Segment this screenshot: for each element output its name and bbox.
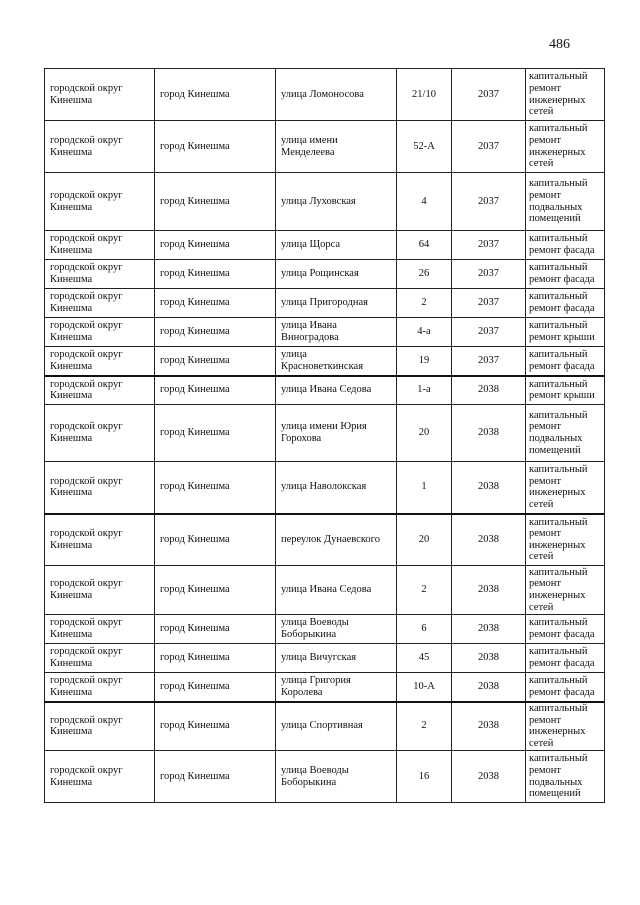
cell-okrug: городской округ Кинешма [45, 318, 155, 347]
cell-okrug: городской округ Кинешма [45, 405, 155, 462]
cell-work-type: капитальный ремонт инженерных сетей [526, 702, 605, 751]
cell-street: улица Ивана Виноградова [276, 318, 397, 347]
cell-okrug: городской округ Кинешма [45, 173, 155, 231]
table-row [45, 702, 605, 751]
cell-city: город Кинешма [155, 260, 276, 289]
cell-work-type: капитальный ремонт фасада [526, 615, 605, 644]
table-row [45, 514, 605, 566]
cell-city: город Кинешма [155, 376, 276, 405]
cell-work-type: капитальный ремонт фасада [526, 260, 605, 289]
cell-house-number: 4-а [397, 318, 452, 347]
cell-okrug: городской округ Кинешма [45, 514, 155, 566]
cell-okrug: городской округ Кинешма [45, 751, 155, 803]
table-row [45, 69, 605, 121]
cell-city: город Кинешма [155, 173, 276, 231]
cell-house-number: 1-а [397, 376, 452, 405]
cell-city: город Кинешма [155, 289, 276, 318]
table-body [45, 69, 605, 803]
table-row [45, 231, 605, 260]
cell-okrug: городской округ Кинешма [45, 231, 155, 260]
table-row [45, 462, 605, 514]
cell-year: 2038 [452, 644, 526, 673]
cell-year: 2037 [452, 318, 526, 347]
cell-year: 2037 [452, 289, 526, 318]
cell-street: улица Ивана Седова [276, 566, 397, 615]
table-row [45, 173, 605, 231]
table-row [45, 615, 605, 644]
cell-house-number: 10-А [397, 673, 452, 702]
cell-city: город Кинешма [155, 121, 276, 173]
table-row [45, 289, 605, 318]
cell-city: город Кинешма [155, 347, 276, 376]
table-row [45, 318, 605, 347]
cell-city: город Кинешма [155, 615, 276, 644]
cell-year: 2038 [452, 615, 526, 644]
page-number: 486 [549, 37, 570, 52]
cell-work-type: капитальный ремонт инженерных сетей [526, 121, 605, 173]
cell-city: город Кинешма [155, 462, 276, 514]
cell-year: 2037 [452, 121, 526, 173]
table-row [45, 405, 605, 462]
cell-okrug: городской округ Кинешма [45, 702, 155, 751]
table-row [45, 673, 605, 702]
table-row [45, 260, 605, 289]
cell-okrug: городской округ Кинешма [45, 289, 155, 318]
cell-house-number: 6 [397, 615, 452, 644]
cell-house-number: 19 [397, 347, 452, 376]
cell-okrug: городской округ Кинешма [45, 566, 155, 615]
cell-okrug: городской округ Кинешма [45, 376, 155, 405]
cell-year: 2037 [452, 173, 526, 231]
table-row [45, 376, 605, 405]
cell-work-type: капитальный ремонт фасада [526, 644, 605, 673]
cell-okrug: городской округ Кинешма [45, 260, 155, 289]
cell-street: улица имени Менделеева [276, 121, 397, 173]
cell-work-type: капитальный ремонт фасада [526, 673, 605, 702]
cell-okrug: городской округ Кинешма [45, 347, 155, 376]
cell-okrug: городской округ Кинешма [45, 615, 155, 644]
cell-house-number: 2 [397, 289, 452, 318]
cell-street: улица Воеводы Боборыкина [276, 615, 397, 644]
table-row [45, 566, 605, 615]
cell-street: улица Наволокская [276, 462, 397, 514]
cell-street: переулок Дунаевского [276, 514, 397, 566]
cell-street: улица Пригородная [276, 289, 397, 318]
cell-street: улица Спортивная [276, 702, 397, 751]
cell-house-number: 20 [397, 405, 452, 462]
cell-work-type: капитальный ремонт фасада [526, 289, 605, 318]
cell-year: 2037 [452, 231, 526, 260]
cell-okrug: городской округ Кинешма [45, 121, 155, 173]
cell-house-number: 52-А [397, 121, 452, 173]
cell-city: город Кинешма [155, 644, 276, 673]
cell-city: город Кинешма [155, 318, 276, 347]
cell-house-number: 1 [397, 462, 452, 514]
cell-street: улица Щорса [276, 231, 397, 260]
cell-year: 2038 [452, 673, 526, 702]
cell-work-type: капитальный ремонт инженерных сетей [526, 69, 605, 121]
cell-okrug: городской округ Кинешма [45, 462, 155, 514]
cell-house-number: 4 [397, 173, 452, 231]
cell-street: улица Красноветкинская [276, 347, 397, 376]
cell-work-type: капитальный ремонт фасада [526, 231, 605, 260]
cell-street: улица Луховская [276, 173, 397, 231]
cell-city: город Кинешма [155, 231, 276, 260]
repair-schedule-table [44, 68, 605, 803]
cell-work-type: капитальный ремонт инженерных сетей [526, 566, 605, 615]
cell-work-type: капитальный ремонт инженерных сетей [526, 514, 605, 566]
table-row [45, 121, 605, 173]
cell-year: 2038 [452, 702, 526, 751]
cell-street: улица Рощинская [276, 260, 397, 289]
table-row [45, 644, 605, 673]
cell-work-type: капитальный ремонт крыши [526, 376, 605, 405]
cell-work-type: капитальный ремонт подвальных помещений [526, 751, 605, 803]
cell-street: улица Вичугская [276, 644, 397, 673]
cell-city: город Кинешма [155, 673, 276, 702]
cell-street: улица Воеводы Боборыкина [276, 751, 397, 803]
cell-okrug: городской округ Кинешма [45, 673, 155, 702]
cell-city: город Кинешма [155, 566, 276, 615]
cell-okrug: городской округ Кинешма [45, 644, 155, 673]
cell-house-number: 64 [397, 231, 452, 260]
cell-house-number: 20 [397, 514, 452, 566]
cell-year: 2038 [452, 462, 526, 514]
cell-city: город Кинешма [155, 69, 276, 121]
cell-year: 2037 [452, 347, 526, 376]
cell-year: 2038 [452, 405, 526, 462]
cell-house-number: 2 [397, 702, 452, 751]
cell-house-number: 45 [397, 644, 452, 673]
cell-house-number: 26 [397, 260, 452, 289]
cell-street: улица имени Юрия Горохова [276, 405, 397, 462]
cell-house-number: 16 [397, 751, 452, 803]
cell-work-type: капитальный ремонт подвальных помещений [526, 173, 605, 231]
cell-city: город Кинешма [155, 702, 276, 751]
cell-house-number: 2 [397, 566, 452, 615]
cell-city: город Кинешма [155, 751, 276, 803]
cell-work-type: капитальный ремонт инженерных сетей [526, 462, 605, 514]
cell-house-number: 21/10 [397, 69, 452, 121]
cell-street: улица Ломоносова [276, 69, 397, 121]
cell-work-type: капитальный ремонт подвальных помещений [526, 405, 605, 462]
cell-year: 2038 [452, 514, 526, 566]
cell-year: 2037 [452, 260, 526, 289]
cell-year: 2038 [452, 566, 526, 615]
cell-street: улица Григория Королева [276, 673, 397, 702]
cell-year: 2037 [452, 69, 526, 121]
cell-street: улица Ивана Седова [276, 376, 397, 405]
cell-okrug: городской округ Кинешма [45, 69, 155, 121]
cell-work-type: капитальный ремонт крыши [526, 318, 605, 347]
cell-city: город Кинешма [155, 405, 276, 462]
table-row [45, 751, 605, 803]
cell-city: город Кинешма [155, 514, 276, 566]
cell-work-type: капитальный ремонт фасада [526, 347, 605, 376]
table-row [45, 347, 605, 376]
cell-year: 2038 [452, 376, 526, 405]
cell-year: 2038 [452, 751, 526, 803]
